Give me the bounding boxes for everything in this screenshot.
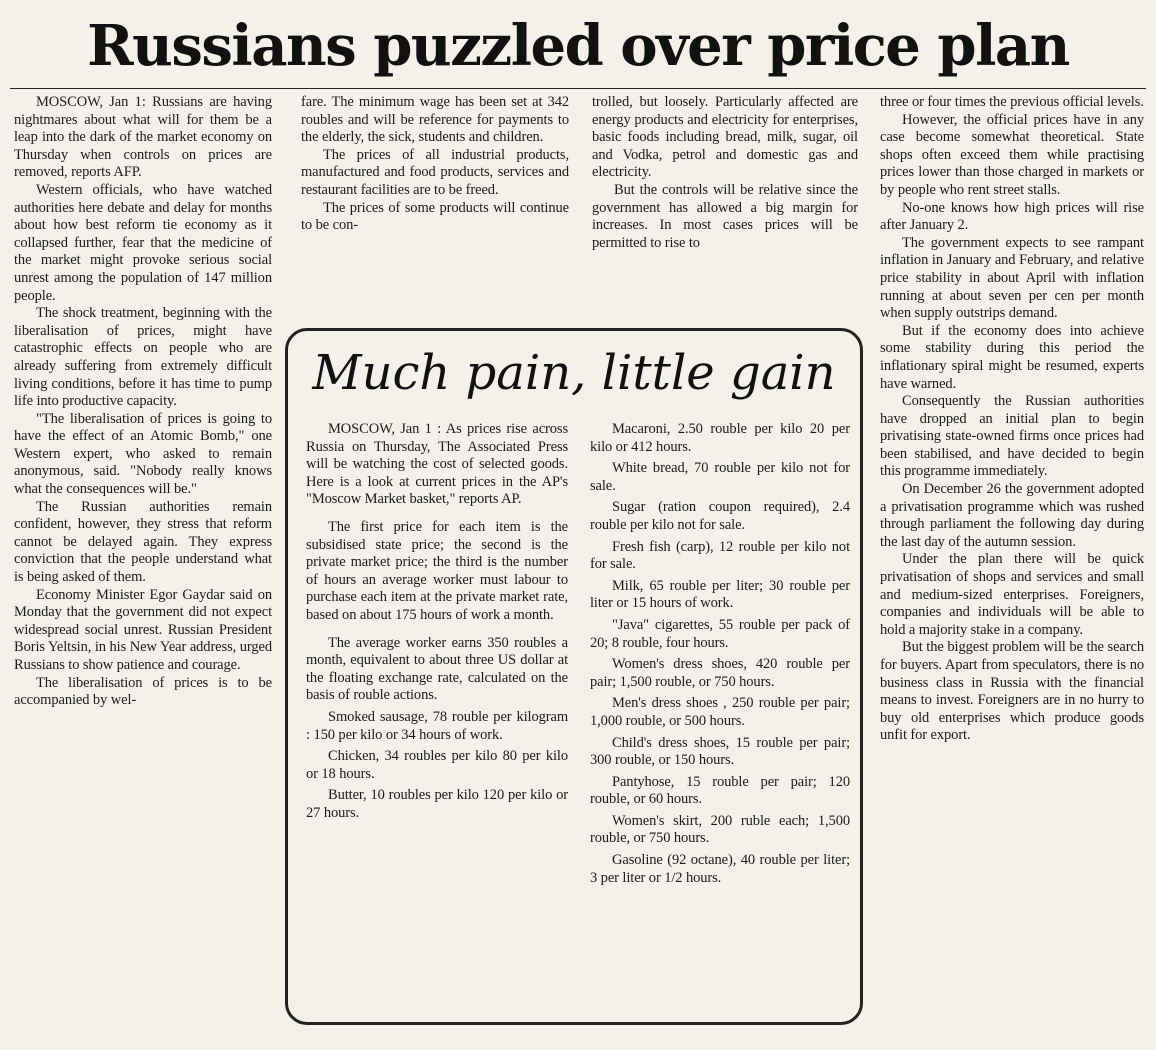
paragraph: Pantyhose, 15 rouble per pair; 120 rouble, or 60 hours.	[590, 773, 850, 808]
paragraph: Sugar (ration coupon required), 2.4 rouble per kilo not for sale.	[590, 499, 850, 533]
paragraph: Consequently the Russian authorities have dropped an initial plan to begin privatising state-owned firms once prices had been stabilised, and have decided to begin this programme immediately.	[880, 393, 1144, 480]
paragraph: Under the plan there will be quick privatisation of shops and services and small and medium-sized enterprises. Foreigners, companies and individuals will be able to hold a majority stake in a company.	[880, 551, 1144, 638]
sidebar-box	[285, 328, 863, 1025]
headline-rule	[10, 88, 1146, 89]
headline: Russians puzzled over price plan	[87, 13, 1069, 79]
article-column-4	[880, 94, 1144, 1034]
paragraph: "The liberalisation of prices is going to have the effect of an Atomic Bomb," one Western expert, who asked to remain anonymous, said. "Nobody really knows what the consequences will be."	[14, 410, 272, 498]
paragraph: three or four times the previous official levels.	[880, 94, 1144, 110]
box-title: Much pain, little gain	[312, 345, 836, 401]
paragraph: Smoked sausage, 78 rouble per kilogram : 150 per kilo or 34 hours of work.	[306, 708, 568, 743]
paragraph: However, the official prices have in any case become somewhat theoretical. State shops often exceed them while practising prices lower than those charged in markets or by people who rent street stalls.	[880, 111, 1144, 198]
paragraph: Economy Minister Egor Gaydar said on Monday that the government did not expect widespread social unrest. Russian President Boris Yeltsin, in his New Year address, urged Russians to show patience and courage.	[14, 586, 272, 673]
box-column-right	[590, 421, 850, 1021]
paragraph: The average worker earns 350 roubles a month, equivalent to about three US dollar at the floating exchange rate, calculated on the basis of rouble actions.	[306, 634, 568, 704]
article-column-1	[14, 94, 272, 1034]
paragraph: The first price for each item is the subsidised state price; the second is the private market price; the third is the number of hours an average worker must labour to purchase each item at the private market rate, based on about 175 hours of work a month.	[306, 518, 568, 623]
paragraph: Butter, 10 roubles per kilo 120 per kilo or 27 hours.	[306, 787, 568, 821]
paragraph: No-one knows how high prices will rise after January 2.	[880, 199, 1144, 234]
paragraph: The Russian authorities remain confident, however, they stress that reform cannot be delayed again. They express conviction that the people understand what is being asked of them.	[14, 498, 272, 586]
paragraph: The prices of all industrial products, manufactured and food products, services and restaurant facilities are to be freed.	[301, 146, 569, 198]
paragraph: Milk, 65 rouble per liter; 30 rouble per liter or 15 hours of work.	[590, 577, 850, 612]
paragraph: On December 26 the government adopted a privatisation programme which was rushed through parliament the following day during the last day of the autumn session.	[880, 481, 1144, 550]
paragraph: Fresh fish (carp), 12 rouble per kilo not for sale.	[590, 538, 850, 573]
paragraph: MOSCOW, Jan 1 : As prices rise across Russia on Thursday, The Associated Press will be watching the cost of selected goods. Here is a look at current prices in the AP's "Moscow Market basket," reports AP.	[306, 421, 568, 508]
paragraph: Macaroni, 2.50 rouble per kilo 20 per kilo or 412 hours.	[590, 421, 850, 455]
paragraph: Child's dress shoes, 15 rouble per pair; 300 rouble, or 150 hours.	[590, 734, 850, 769]
paragraph: The prices of some products will continue to be con-	[301, 199, 569, 234]
paragraph: The government expects to see rampant inflation in January and February, and relative price stability in about April with inflation running at about seven per cen per month when supply outstrips demand.	[880, 234, 1144, 322]
paragraph: trolled, but loosely. Particularly affected are energy products and electricity for enterprises, basic foods including bread, milk, sugar, oil and Vodka, petrol and domestic gas and electricity.	[592, 94, 858, 181]
paragraph: Gasoline (92 octane), 40 rouble per liter; 3 per liter or 1/2 hours.	[590, 852, 850, 886]
paragraph: Western officials, who have watched authorities here debate and delay for months about how best reform tie economy as it collapsed further, fear that the medicine of the market might provoke serious social unrest among the population of 147 million people.	[14, 181, 272, 304]
paragraph: fare. The minimum wage has been set at 342 roubles and will be reference for payments to the elderly, the sick, students and children.	[301, 94, 569, 146]
box-column-left	[306, 421, 568, 1021]
paragraph: White bread, 70 rouble per kilo not for sale.	[590, 460, 850, 494]
paragraph: Women's dress shoes, 420 rouble per pair; 1,500 rouble, or 750 hours.	[590, 656, 850, 690]
paragraph: The liberalisation of prices is to be accompanied by wel-	[14, 674, 272, 709]
paragraph: But the biggest problem will be the search for buyers. Apart from speculators, there is no business class in Russia with the financial means to invest. Foreigners are in no hurry to buy old enterprises which produce goods unfit for export.	[880, 639, 1144, 744]
paragraph: Men's dress shoes , 250 rouble per pair; 1,000 rouble, or 500 hours.	[590, 695, 850, 729]
paragraph: But the controls will be relative since the government has allowed a big margin for increases. In most cases prices will be permitted to rise to	[592, 181, 858, 251]
paragraph: "Java" cigarettes, 55 rouble per pack of 20; 8 rouble, four hours.	[590, 616, 850, 651]
paragraph: But if the economy does into achieve some stability during this period the inflationary spiral might be resumed, experts have warned.	[880, 322, 1144, 392]
paragraph: MOSCOW, Jan 1: Russians are having nightmares about what will for them be a leap into the dark of the market economy on Thursday when controls on prices are removed, reports AFP.	[14, 94, 272, 181]
paragraph: The shock treatment, beginning with the liberalisation of prices, might have catastrophic effects on people who are already suffering from extremely difficult living conditions, before it has time to pump life into productive capacity.	[14, 305, 272, 410]
article-column-3	[592, 94, 858, 322]
paragraph: Chicken, 34 roubles per kilo 80 per kilo or 18 hours.	[306, 748, 568, 782]
article-column-2	[301, 94, 569, 322]
paragraph: Women's skirt, 200 ruble each; 1,500 rouble, or 750 hours.	[590, 812, 850, 847]
